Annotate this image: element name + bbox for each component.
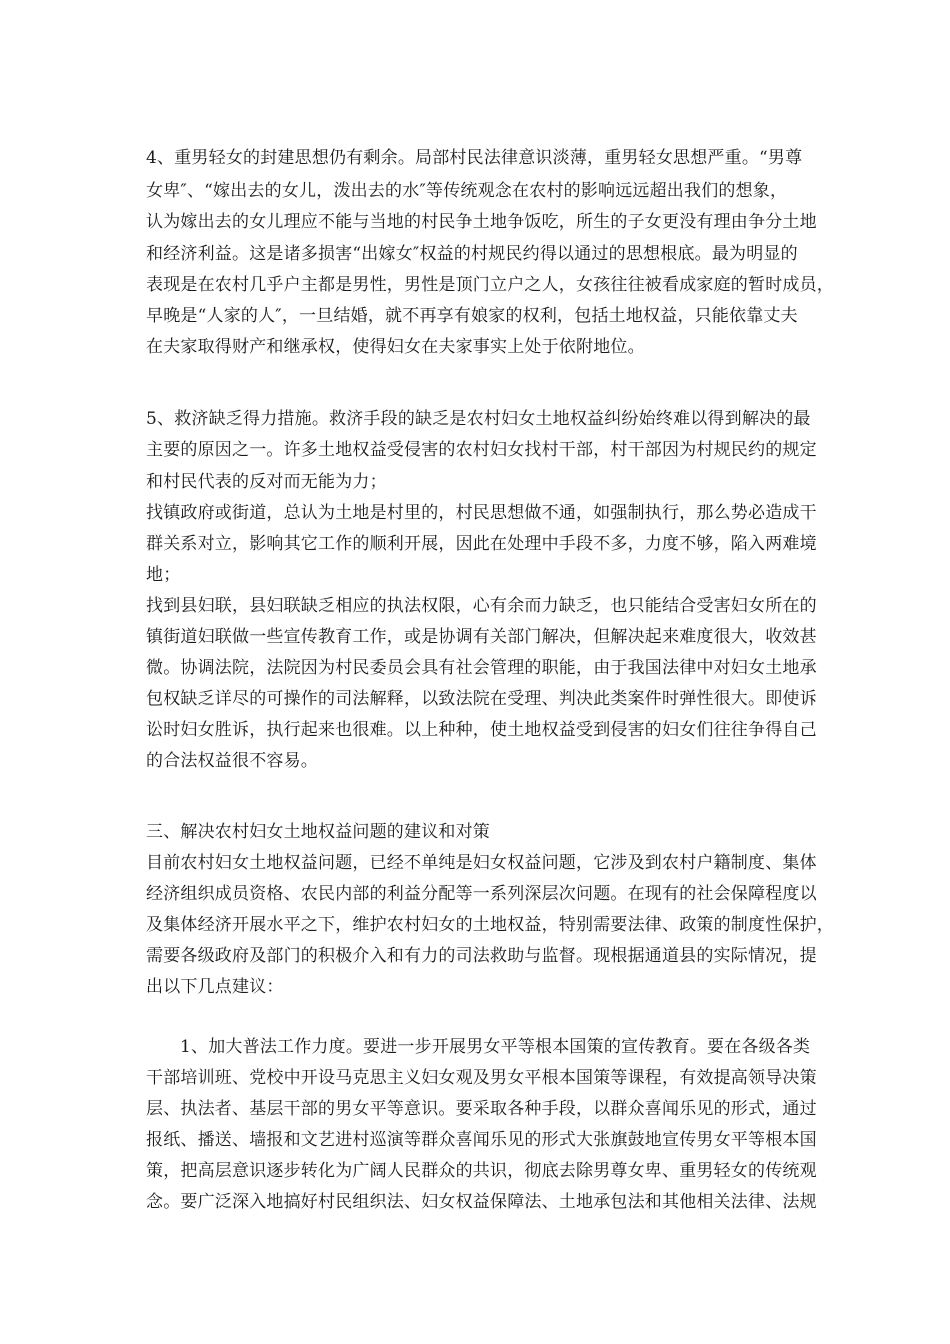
text-line: 讼时妇女胜诉，执行起来也很难。以上种种，使土地权益受到侵害的妇女们往往争得自己 [146, 720, 817, 740]
text-line: 找到县妇联，县妇联缺乏相应的执法权限，心有余而力缺乏，也只能结合受害妇女所在的 [146, 596, 817, 616]
text-line: 经济组织成员资格、农民内部的利益分配等一系列深层次问题。在现有的社会保障程度以 [146, 884, 817, 904]
text-line: 表现是在农村几乎户主都是男性，男性是顶门立户之人，女孩往往被看成家庭的暂时成员， [146, 275, 834, 295]
text-line: 在夫家取得财产和继承权，使得妇女在夫家事实上处于依附地位。 [146, 337, 645, 357]
text-line: 包权缺乏详尽的可操作的司法解释，以致法院在受理、判决此类案件时弹性很大。即使诉 [146, 689, 817, 709]
text-line: 目前农村妇女土地权益问题，已经不单纯是妇女权益问题，它涉及到农村户籍制度、集体 [146, 853, 817, 873]
text-line: 层、执法者、基层干部的男女平等意识。要采取各种手段，以群众喜闻乐见的形式，通过 [146, 1099, 817, 1119]
text-line: 镇街道妇联做一些宣传教育工作，或是协调有关部门解决，但解决起来难度很大，收效甚 [146, 627, 817, 647]
text-line: 及集体经济开展水平之下，维护农村妇女的土地权益，特别需要法律、政策的制度性保护， [146, 915, 834, 935]
text-line: 念。要广泛深入地搞好村民组织法、妇女权益保障法、土地承包法和其他相关法律、法规 [146, 1192, 817, 1212]
text-line: 干部培训班、党校中开设马克思主义妇女观及男女平根本国策等课程，有效提高领导决策 [146, 1068, 817, 1088]
text-line: 报纸、播送、墙报和文艺进村巡演等群众喜闻乐见的形式大张旗鼓地宣传男女平等根本国 [146, 1130, 817, 1150]
text-line: 女卑″、“嫁出去的女儿，泼出去的水″等传统观念在农村的影响远远超出我们的想象， [146, 181, 788, 201]
text-line: 找镇政府或街道，总认为土地是村里的，村民思想做不通，如强制执行，那么势必造成干 [146, 503, 817, 523]
text-line: 和村民代表的反对而无能为力； [146, 472, 387, 492]
text-line: 早晚是“人家的人″，一旦结婚，就不再享有娘家的权利，包括土地权益，只能依靠丈夫 [146, 306, 798, 326]
text-line: 需要各级政府及部门的积极介入和有力的司法救助与监督。现根据通道县的实际情况，提 [146, 946, 817, 966]
text-line: 地； [146, 565, 181, 585]
text-line: 群关系对立，影响其它工作的顺利开展，因此在处理中手段不多，力度不够，陷入两难境 [146, 534, 817, 554]
text-line: 认为嫁出去的女儿理应不能与当地的村民争土地争饭吃，所生的子女更没有理由争分土地 [146, 212, 817, 232]
text-line: 1、加大普法工作力度。要进一步开展男女平等根本国策的宣传教育。要在各级各类 [180, 1037, 811, 1057]
section-heading: 三、解决农村妇女土地权益问题的建议和对策 [146, 822, 490, 842]
text-line: 5、救济缺乏得力措施。救济手段的缺乏是农村妇女土地权益纠纷始终难以得到解决的最 [146, 409, 811, 429]
text-line: 出以下几点建议： [146, 977, 284, 997]
text-line: 的合法权益很不容易。 [146, 751, 318, 771]
text-line: 和经济利益。这是诸多损害“出嫁女″权益的村规民约得以通过的思想根底。最为明显的 [146, 244, 798, 264]
text-line: 4、重男轻女的封建思想仍有剩余。局部村民法律意识淡薄，重男轻女思想严重。“男尊 [146, 148, 803, 168]
text-line: 微。协调法院，法院因为村民委员会具有社会管理的职能，由于我国法律中对妇女土地承 [146, 658, 817, 678]
text-line: 策，把高层意识逐步转化为广阔人民群众的共识，彻底去除男尊女卑、重男轻女的传统观 [146, 1161, 817, 1181]
text-line: 主要的原因之一。许多土地权益受侵害的农村妇女找村干部，村干部因为村规民约的规定 [146, 440, 817, 460]
